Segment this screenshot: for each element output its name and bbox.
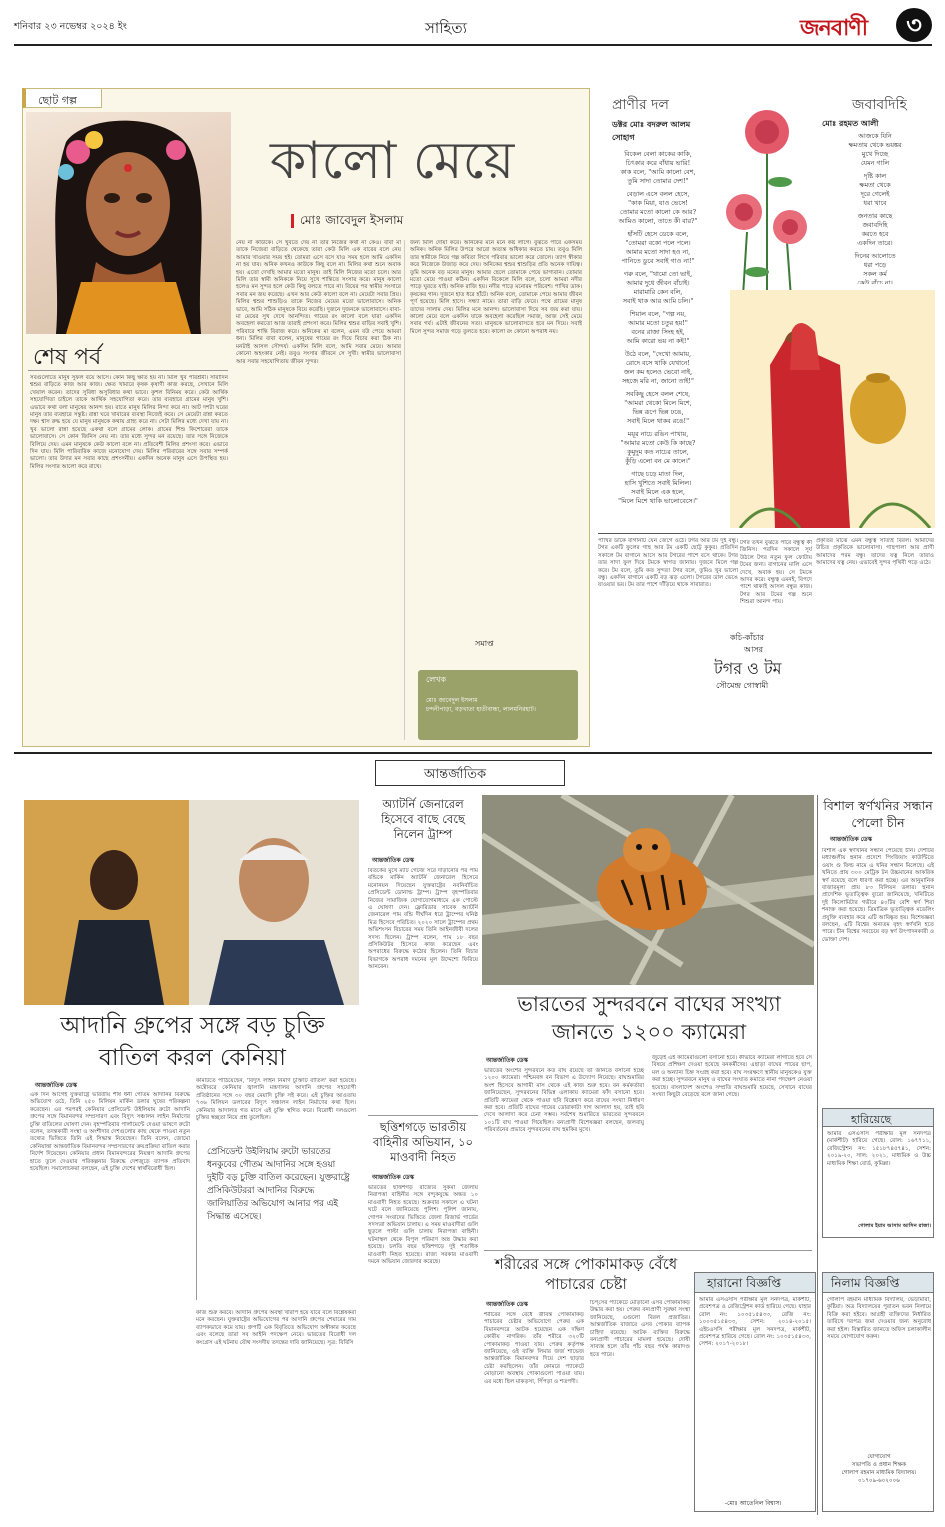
writer-box — [418, 670, 578, 740]
poem-line: সবাই মিলে এক হলে, — [631, 488, 685, 496]
section-title: সাহিত্য — [425, 19, 468, 37]
tiger-body-2: জুড়েই এই ক্যামেরাগুলো বসানো হবে। কীভাবে ক্যামেরা লাগাতে হবে সে বিষয়ে প্রশিক্ষণ দেওয়া হয়েছে বনকর্মীদের। এছাড়া বাঘের পায়ের ছাপ, মল ও অন্যান্য চিহ্ন সংগ্রহ করা হবে। বাঘ সংরক্ষণে স্থানীয় মানুষকেও যুক্ত করা হচ্ছে। সুন্দরবনে মানুষ ও বাঘের সংঘাত কমাতে নানা পদক্ষেপ নেওয়া হয়েছে। বাংলাদেশ অংশেও সম্প্রতি বাঘশুমারি হয়েছে, সেখানে বাঘের সংখ্যা কিছুটা বেড়েছে বলে জানা গেছে। — [652, 1055, 812, 1099]
lost-notice-box — [694, 1272, 816, 1512]
auction-box — [822, 1272, 934, 1512]
adani-body-3: কাজ শুরু করবে। আদানি গ্রুপের অবস্থা খারাপ হয়ে যাবে বলে বিশ্লেষকরা মনে করছেন। যুক্তরাষ্ট্রের অভিযোগের পর আদানি গ্রুপের শেয়ারের দাম ব্যাপকভাবে কমে যায়। গ্রুপটি এক বিবৃতিতে অভিযোগ অস্বীকার করেছে এবং বলেছে তারা সব আইনি পদক্ষেপ নেবে। ভারতের বিরোধী দল কংগ্রেস এই ঘটনায় যৌথ সংসদীয় তদন্তের দাবি জানিয়েছে। সূত্র: বিবিসি — [196, 1310, 356, 1346]
poem-line: গাছে চড়ে মাতা দিল, — [631, 470, 685, 478]
intl-section-title: আন্তর্জাতিক — [424, 767, 487, 782]
maoist-rule — [368, 1115, 478, 1116]
intl-top-rule — [14, 752, 932, 754]
poem-line: সবাই থাক আর আমি চলি।" — [622, 297, 694, 305]
auction-text: গোলাপ রহমান মাধ্যমিক বিদ্যালয়, ভেড়ামারা, কুষ্টিয়া। অত্র বিদ্যালয়ের পুরাতন ভবন নিলামে বিক্রি করা হইবে। আগ্রহী ব্যক্তিদের নির্ধারিত তারিখে দরপত্র জমা দেওয়ার জন্য অনুরোধ করা হইল। বিস্তারিত জানতে অফিস চলাকালীন সময়ে যোগাযোগ করুন। — [827, 1297, 931, 1341]
tagor-col-2: প্রকৃতির মাঝে এমন বন্ধুত্ব সত্যিই বিরল। আমাদের উচিত প্রকৃতিকে ভালোবাসা। গাছপালা আর প্রাণী আমাদের পরম বন্ধু। তাদের যত্ন নিলে তারাও আমাদের যত্ন নেয়। এভাবেই সুন্দর পৃথিবী গড়ে ওঠে। — [816, 538, 934, 567]
auction-contact: যোগাযোগ সভাপতি ও প্রধান শিক্ষক গোলাপ রহমান মাধ্যমিক বিদ্যালয়। ০১৭০৯-৬০২০০৬ — [841, 1454, 917, 1484]
lost-box — [822, 1108, 934, 1238]
poem-line: আজকে যিনি — [858, 132, 892, 140]
tagor-title: টগর ও টম — [714, 659, 782, 678]
poem-line: হাঁসটি হেসে ডেকে বলে, — [627, 230, 689, 238]
auction-title-bar — [823, 1273, 933, 1293]
adani-body: এক দিন আগেই যুক্তরাষ্ট্রে ভারতীয় শীর্ষ ধনী গৌতম আদানির বিরুদ্ধে অভিযোগ ওঠে, তিনি ২৫০ মিলিয়ন মার্কিন ডলার ঘুষের পরিকল্পনা করেছেন। এর পরপরই কেনিয়ার প্রেসিডেন্ট উইলিয়াম রুটো আদানি গ্রুপের সঙ্গে বিমানবন্দর সম্প্রসারণ এবং বিদ্যুৎ সঞ্চালন লাইন নির্মাণের চুক্তি বাতিলের ঘোষণা দেন। বৃহস্পতিবার পার্লামেন্টে দেওয়া ভাষণে রুটো বলেন, তদন্তকারী সংস্থা ও অংশীদার দেশগুলোর কাছ থেকে পাওয়া নতুন তথ্যের ভিত্তিতে তিনি এই সিদ্ধান্ত নিয়েছেন। তিনি বলেন, জোমো কেনিয়াত্তা আন্তর্জাতিক বিমানবন্দর সম্প্রসারণের ক্রয়প্রক্রিয়া বাতিল করার নির্দেশ দিয়েছেন। কেনিয়ার প্রধান বিমানবন্দরের নিয়ন্ত্রণ আদানি গ্রুপের হাতে তুলে দেওয়ার পরিকল্পনার বিরুদ্ধে দেশজুড়ে ব্যাপক প্রতিবাদ হয়েছিল। সমালোচকরা বলছেন, এই চুক্তি দেশের স্বার্থবিরোধী ছিল। — [30, 1092, 190, 1173]
brand-logo — [800, 8, 940, 42]
poem2-author: মোঃ রহমত আলী — [822, 118, 879, 128]
pull-quote-text: প্রেসিডেন্ট উইলিয়াম রুটো ভারতের ধনকুবের গৌতম আদানির সঙ্গে হওয়া দুইটি বড় চুক্তি বাতিল করেছেন। যুক্তরাষ্ট্রে প্রসিকিউটররা আদানির বিরুদ্ধে জালিয়াতির অভিযোগ আনার পর এই সিদ্ধান্ত এসেছে। — [207, 1147, 350, 1222]
rose-illustration — [722, 92, 812, 312]
tiger-desk: আন্তর্জাতিক ডেস্ক — [486, 1057, 528, 1064]
writer-label: লেখক — [426, 675, 447, 684]
lost-notice-text: আমার এসএসসি পরীক্ষার মূল সনদপত্র, মার্কশীট, প্রবেশপত্র ও রেজিস্ট্রেশন কার্ড হারিয়ে গেছে। যাহার রোল নং: ১০৩৫১৫৪৩৩, রেজি নং: ১০০৩৫১৫৪৩৩, সেশন: ২০১৪-২০১৫। এইচএসসি পরীক্ষার মূল সনদপত্র, মার্কশীট, প্রবেশপত্র হারিয়ে গেছে। রোল নং: ১০৩৫১৫৪৩৩, সেশন: ২০১৭-২০১৮। — [699, 1297, 811, 1348]
poem-line: দূরে গেলেই — [860, 190, 890, 198]
maoist-desk: আন্তর্জাতিক ডেস্ক — [372, 1174, 414, 1181]
poem-line: ময়ূর নাচে রঙিন পাখায়, — [627, 430, 689, 438]
story-title: কালো মেয়ে — [270, 131, 515, 191]
intl-section-box — [375, 760, 565, 786]
header-rule — [14, 44, 932, 46]
page-number-badge — [896, 8, 932, 42]
poem-line: কুমুদুম কত নাচের তালে, — [627, 448, 689, 456]
poem-line: ধরা খাবে — [863, 199, 887, 207]
trump-desk: আন্তর্জাতিক ডেস্ক — [372, 857, 414, 864]
poem-line: সহজে মরি না, জানো তাই!" — [622, 377, 694, 385]
lost-title: হারিয়েছে — [851, 1113, 892, 1126]
writer-info: মোঃ জাবেদুল ইসলাম চন্দনীপাড়া, বড়খাতা হাতীবান্ধা, লালমনিরহাট। — [426, 697, 536, 713]
poem-line: মারামারি কেন বলি, — [633, 288, 683, 296]
poem-line: দৃষ্টি কাল — [863, 172, 887, 180]
smuggle-desk: আন্তর্জাতিক ডেস্ক — [486, 1301, 528, 1308]
smuggle-body-2: চিপ্‌সের প্যাকেটে মোড়ানো এসব পোকামাকড় উদ্ধার করা হয়। পেরুর বন্যপ্রাণী সুরক্ষা সংস্থা জানিয়েছে, এগুলো বিরল প্রজাতির। আন্তর্জাতিক বাজারে এসব পোকার ব্যাপক চাহিদা রয়েছে। আটক ব্যক্তির বিরুদ্ধে বন্যপ্রাণী পাচারের মামলা হয়েছে। দোষী সাব্যস্ত হলে তাঁর পাঁচ বছর পর্যন্ত কারাদণ্ড হতে পারে। — [590, 1300, 690, 1358]
poem-line: ক্ষমতা থেকে — [859, 181, 891, 189]
smuggle-headline: শরীরের সঙ্গে পোকামাকড় বেঁধে পাচারের চেষ্টা — [494, 1255, 678, 1293]
poem-line: সবাই মিলে থাকব রঙে!" — [626, 417, 690, 425]
maoist-body: ভারতের ছত্তিশগড় রাজ্যের সুকমা জেলায় নিরাপত্তা বাহিনীর সঙ্গে বন্দুকযুদ্ধে অন্তত ১০ মাওবাদী নিহত হয়েছে। শুক্রবার সকালে এ ঘটনা ঘটে বলে জানিয়েছে পুলিশ। পুলিশ জানায়, গোপন সংবাদের ভিত্তিতে জেলা রিজার্ভ গার্ডের সদস্যরা অভিযান চালায়। এ সময় মাওবাদীরা গুলি ছুড়লে পাল্টা গুলি চালায় নিরাপত্তা বাহিনী। ঘটনাস্থল থেকে বিপুল পরিমাণ অস্ত্র উদ্ধার করা হয়েছে। চলতি বছর ছত্তিশগড়ে দুই শতাধিক মাওবাদী নিহত হয়েছে। রাজ্য সরকার মাওবাদী দমনে অভিযান জোরদার করেছে। — [368, 1185, 478, 1266]
girl-portrait-svg — [26, 112, 231, 334]
trump-body: বিতর্কের মুখে ম্যাট গেটজ সরে দাঁড়ানোর পর পাম বন্ডিকে মার্কিন অ্যাটর্নি জেনারেল হিসেবে মনোনয়ন দিয়েছেন যুক্তরাষ্ট্রের নবনির্বাচিত প্রেসিডেন্ট ডোনাল্ড ট্রাম্প। ট্রাম্প বৃহস্পতিবার নিজের সামাজিক যোগাযোগমাধ্যমে এক পোস্টে এ ঘোষণা দেন। ফ্লোরিডার সাবেক অ্যাটর্নি জেনারেল পাম বন্ডি দীর্ঘদিন ধরে ট্রাম্পের ঘনিষ্ঠ মিত্র হিসেবে পরিচিত। ২০২০ সালে ট্রাম্পের প্রথম অভিশংসন বিচারের সময় তিনি আইনজীবী দলের সদস্য ছিলেন। ট্রাম্প বলেন, পাম ১৮ বছর প্রসিকিউটর হিসেবে কাজ করেছেন এবং অপরাধের বিরুদ্ধে কঠোর ছিলেন। তিনি বিচার বিভাগকে অপরাধ দমনের মূল উদ্দেশ্যে ফিরিয়ে আনবেন। — [368, 868, 478, 971]
poem-line: চিৎকার করে বাঁধায় ভারি! — [625, 159, 691, 167]
tagor-badge — [696, 630, 812, 700]
story-tag-label: ছোট গল্প — [38, 94, 77, 107]
gold-headline: বিশাল স্বর্ণখনির সন্ধান পেলো চীন — [823, 798, 933, 830]
poem2-body — [815, 132, 935, 284]
poem-line: পানিতে ডুবে সবাই গাও না!" — [621, 257, 695, 265]
author-bar-mark — [291, 214, 294, 228]
story-tag — [22, 88, 102, 108]
tagor-col-1: পাখির ডাকে বাগানটি যেন জেগে ওঠে। টগর আর টম দুই বন্ধু। টগর একটি ফুলের গাছ আর টম একটি ছোট্ট কুকুর। প্রতিদিন সকালে টম বাগানে আসে আর টগরের পাশে বসে থাকে। টগর তার সাদা ফুল দিয়ে টমকে স্বাগত জানায়। দুজনে মিলে গল্প করে। টম বলে, তুমি কত সুন্দর! টগর বলে, তুমিও খুব ভালো বন্ধু। একদিন বাগানে একটি বড় ঝড় এলো। টগরের ডাল ভেঙে যাওয়ার ভয়। টম তার পাশে দাঁড়িয়ে থাকে সারারাত। — [598, 538, 738, 589]
poem-line: তোমার মতো কালো কে আর? — [619, 208, 696, 216]
poem-line: তুমি সাদা তোমার দেশ!" — [627, 177, 689, 185]
poem-line: জনতার কাছে — [857, 212, 893, 220]
poem-line: বেড়াল এসে বলল হেসে, — [626, 190, 690, 198]
poem-line: ভিন্ন রূপে ভিন্ন ঢঙে, — [632, 408, 684, 416]
poem-line: বনের রাজা সিংহ হই, — [631, 328, 685, 336]
tiger-photo-svg — [482, 795, 814, 985]
issue-date: শনিবার ২৩ নভেম্বর ২০২৪ ইং — [14, 21, 127, 32]
lost-notice-title-bar — [695, 1273, 815, 1293]
tagor-label-mid: আসর — [744, 645, 764, 654]
poem-line: দিনের আলোতে — [854, 252, 896, 260]
lost-notice-signature: -মোঃ আতেনিল বিশ্বাস। — [725, 1500, 782, 1507]
poem-line: কুঁড়ি এলো বন মে কালে।" — [625, 457, 691, 465]
trump-headline: অ্যাটর্নি জেনারেল হিসেবে বাছে বেছে নিলেন ট্রাম্প — [381, 797, 465, 841]
poem1-body — [598, 150, 718, 525]
poem-line: হাসি খুশিতে সবাই মিলিল। — [624, 479, 692, 487]
poem-line: সকল কর্ম — [863, 270, 887, 278]
brand-name: জনবাণী — [800, 16, 868, 41]
gold-divider — [817, 795, 818, 1515]
poem-line: সবকিছু হেসে বলল শেষে, — [625, 390, 691, 398]
woman-pot-illustration — [730, 290, 935, 528]
poem-line: যেমন গালি — [860, 159, 890, 167]
page-number: ৩ — [906, 11, 922, 39]
poem-line: আমি কারো ভয় না কই!" — [626, 337, 690, 345]
roses-svg — [722, 92, 812, 312]
woman-svg — [730, 290, 935, 528]
adani-photo-svg — [24, 800, 359, 1005]
tiger-body: ভারতের অংশের সুন্দরবনে কত বাঘ রয়েছে তা জানতে বসানো হচ্ছে ১২০০ ক্যামেরা। পশ্চিমবঙ্গ বন বিভাগ এ উদ্যোগ নিয়েছে। বাঘশুমারির অংশ হিসেবে আগামী মাস থেকে এই কাজ শুরু হবে। বন কর্মকর্তারা জানিয়েছেন, সুন্দরবনের বিভিন্ন এলাকায় ক্যামেরা ফাঁদ বসানো হবে। প্রতিটি ক্যামেরা থেকে পাওয়া ছবি বিশ্লেষণ করে বাঘের সংখ্যা নির্ধারণ করা হবে। প্রতিটি বাঘের গায়ের ডোরাকাটা দাগ আলাদা হয়, তাই ছবি দেখে আলাদা করে চেনা সম্ভব। সর্বশেষ শুমারিতে ভারতের সুন্দরবনে ১০১টি বাঘ পাওয়া গিয়েছিল। বন্যপ্রাণী বিশেষজ্ঞরা বলছেন, জলবায়ু পরিবর্তনের প্রভাবে সুন্দরবনের বাঘ হুমকির মুখে। — [484, 1068, 644, 1134]
poem-line: গরু বলে, "থামো তো ভাই, — [623, 270, 693, 278]
gold-body: বিশাল এক স্বর্ণখনির সন্ধান পেয়েছে চীন। দেশটির মধ্যাঞ্চলীয় হুনান প্রদেশে পিংজিয়াং কাউন্টিতে ওয়াং গু ফিল্ড নামে এ খনির সন্ধান মিলেছে। এই খনিতে প্রায় ৩০০ মেট্রিক টন উচ্চমানের আকরিক স্বর্ণ রয়েছে বলে ধারণা করা হচ্ছে। এর আনুমানিক বাজারমূল্য প্রায় ৮৩ বিলিয়ন ডলার। হুনান প্রাদেশিক ভূতাত্ত্বিক ব্যুরো জানিয়েছে, খনিটিতে দুই কিলোমিটার গভীরে ৪০টির বেশি স্বর্ণ শিরা শনাক্ত করা হয়েছে। ত্রিমাত্রিক ভূতাত্ত্বিক মডেলিং প্রযুক্তি ব্যবহার করে এটি আবিষ্কৃত হয়। বিশেষজ্ঞরা বলছেন, এটি বিশ্বের অন্যতম বৃহৎ স্বর্ণখনি হতে পারে। চীন বিশ্বের সবচেয়ে বড় স্বর্ণ উৎপাদনকারী ও ভোক্তা দেশ। — [822, 848, 934, 943]
poem-line: কেউ বাঁচে না। — [857, 279, 893, 284]
poem-line: বিকেল বেলা কাকের কাকি, — [624, 150, 692, 158]
story-col-1: সবগুলোতে মানুষ সুফল বয়ে আসে। কোন কিছু ক্ষতি হয় না। মিলি খুব পরিশ্রমী। সারাদিন শ্বশুর বাড়িতে কাজ আর কাজ। ক্ষেত খামারে কৃষক কৃষাণী কাজ করছে, সেখানে মিলি খেয়াল করেন। তাদের সুবিধা অসুবিধার কথা ভাবে। কুশল বিনিময় করে। কেউ আর্থিক সহযোগিতা চাইলে তাকে আর্থিক সহযোগিতা করে। তার ব্যবহারে গ্রামের মানুষ খুশি। এভাবে কথা বলা মানুষের আনন্দ হয়। রাতে মানুষ মিলির নিন্দা করে না। আট দশটা ঘরের মানুষ তার ব্যবহারে সন্তুষ্ট। রান্না ঘরে খাবারের ব্যবস্থা নিজেই করে। সে মেয়েটা রান্না করতে দক্ষ। শ্বাস রুদ্ধ হয়ে যে মানুষ মানুষকে কথায় গ্রাহ্য করে না। সেটা মিলির মধ্যে দেখা যায় না। খুব ভালো রান্না হয়েছে একথা বলে গ্রামের লোক। গ্রামের শিশু কিশোরেরা তাকে ভালোবাসে। সে কোন জিনিস নেয় না। তার মধ্যে সুন্দর মন রয়েছে। তার সঙ্গে নিজেকে বিলিয়ে দেয়। এমন মানুষকে কেউ কালো বলে না। প্রতিবেশী মিলির প্রশংসা করে। এভাবে দিন যায়। মিলি পারিবারিক কাজে মনোযোগ দেয়। মিলির পরিবারের সঙ্গে সবার সম্পর্ক ভালো। তার উদার মন সবার কাছে প্রশংসনীয়। একদিন অনেক মানুষ এসে উপস্থিত হয়। মিলির সংসার আলো করে রাখে। — [30, 375, 228, 470]
tagor-author: সৌমেন্দ্র গোস্বামী — [716, 681, 769, 690]
maoist-headline: ছত্তিশগড়ে ভারতীয় বাহিনীর অভিযান, ১০ মাওবাদী নিহত — [372, 1120, 474, 1164]
part-rule — [28, 370, 228, 371]
poem-line: জবাবদিহি — [862, 221, 888, 229]
smuggle-rule — [484, 1250, 812, 1251]
poem-line: আমার দুধে জীবন বাঁচাই। — [626, 279, 690, 287]
tiger-photo — [482, 795, 814, 985]
poem-line: মুখে দিচ্ছে — [861, 150, 889, 158]
poem-line: রোদে বসে থাকি যেখানে! — [626, 359, 690, 367]
girl-illustration — [26, 112, 231, 334]
story-col-divider — [404, 240, 405, 740]
smuggle-body: শরীরের সঙ্গে বেঁধে জীবন্ত পোকামাকড় পাচারের চেষ্টার অভিযোগে পেরুর এক বিমানবন্দরে আটক হয়েছেন এক দক্ষিণ কোরীয় নাগরিক। তাঁর শরীরে ৩২০টি পোকামাকড় পাওয়া যায়। পেরুর কর্তৃপক্ষ জানিয়েছে, ওই ব্যক্তি লিমার জর্জ শাভেজ আন্তর্জাতিক বিমানবন্দর দিয়ে দেশ ছাড়ার চেষ্টা করছিলেন। তাঁর কোমরে প্যাকেটে মোড়ানো অবস্থায় পোকাগুলো পাওয়া যায়। এর মধ্যে ছিল মাকড়সা, পিঁপড়া ও শতপদী। — [484, 1312, 584, 1385]
auction-title: নিলাম বিজ্ঞপ্তি — [831, 1276, 900, 1290]
poem-line: "মিলে মিশে থাকি ভালোবেসে।" — [618, 497, 698, 505]
poem-line: আমার মতো চতুর হয়!" — [628, 319, 688, 327]
poem-line: উঠে বলে, "দেখো আমায়, — [624, 350, 692, 358]
adani-photo — [24, 800, 359, 1005]
tiger-headline: ভারতের সুন্দরবনে বাঘের সংখ্যা জানতে ১২০০ ক্যামেরা — [517, 992, 781, 1044]
tagor-top-rule — [598, 533, 932, 534]
story-part-heading: শেষ পর্ব — [33, 345, 102, 370]
lost-signature: গোলাম ইয়াম আসাম আসিন রাজা। — [858, 1223, 931, 1229]
poem-line: শিয়াল বলে, "গল্প নয়, — [629, 310, 687, 318]
tagor-col-1b: টগর তখন বুঝতে পারে বন্ধুত্ব কী জিনিস। পরদিন সকালে সূর্য উঠলে টগর নতুন ফুল ফোটায় টমের জন্য। বাগানের মালি এসে দেখে, অবাক হয়। সে টমকে আদর করে। বন্ধুত্ব এমনই, বিপদে পাশে থাকাই আসল বন্ধুর কাজ। টগর আর টমের গল্প শুনে শিশুরা আনন্দ পায়। — [740, 540, 812, 606]
story-end: সমাপ্ত — [475, 639, 494, 648]
poem1-title: প্রাণীর দল — [612, 97, 669, 113]
poem-line: "কাক মিয়া, যাও ভেসে! — [628, 199, 688, 207]
adani-body-2: কমিটিতে পাঠিয়েছেন, 'বিদ্যুৎ লাইন নির্মাণ চুক্তিটি বাতিল' করা হয়েছে। অক্টোবরে কেনিয়ার জ্বালানি মন্ত্রণালয় আদানি গ্রুপের সহযোগী প্রতিষ্ঠানের সঙ্গে ৩০ বছর মেয়াদি চুক্তি সই করে। এই চুক্তির আওতায় ৭৩৬ মিলিয়ন ডলারের বিদ্যুৎ সঞ্চালন লাইন নির্মাণের কথা ছিল। কেনিয়ার আদালত গত মাসে এই চুক্তি স্থগিত করে। বিরোধী দলগুলো চুক্তির স্বচ্ছতা নিয়ে প্রশ্ন তুলেছিল। — [196, 1078, 356, 1122]
poem-line: করতে হবে — [861, 230, 889, 238]
poem1-author: ডক্টর মোঃ বদরুল আলম সোহাগ — [612, 119, 691, 142]
poem2-title: জবাবদিহি — [852, 97, 907, 113]
tagor-label-top: কচি-কাঁচার — [730, 633, 764, 642]
story-col-2: নেয় না কাউকে। সে খুবতে দেয় না তার নিজের কথা না কেও। বাবা মা তাকে নিজেরা বাড়িতে থেকেছে তারা কেউ মিলি এক বারের বলে নেয় আমার খাওয়ার সময় হই। তোমরা এসে বসে যাও সময় হলে আমি একদিন না হয় যাব। অনিক কখনও কাউকে কিছু বলে না। মিলির কথা শুনে অবাক হয়। এতো দেখছি আমার মতো মানুষ। তাই মিলি নিজের মতো চলে। আর মিলি তার স্বামী অনিককে নিয়ে সুখে শান্তিতে সংসার করে। মানুষ কালো হলেও মন সুন্দর হলে কেউ কিছু বলতে পারে না। বিয়ের পর স্বামীর সংসারে সবার মন জয় করেছে। এখন আর কেউ কালো বলে না। মেয়েটা সবার প্রিয়। মিলির শ্বশুর শাশুড়িও তাকে নিজের মেয়ের মতো ভালোবাসে। অনিক ভাবে, আমি সঠিক মানুষকে বিয়ে করেছি। দুজনে দুজনকে ভালোবাসে। বাবা-মা মেয়ের সুখ দেখে আনন্দিত। গায়ের রং কালো বলে যারা একদিন অবহেলা করতো আজ তারাই প্রশংসা করে। মিলির শ্বশুর বাড়ির সবাই খুশি। পরিবারে শান্তি বিরাজ করে। অনিকের মা বলেন, এমন বউ পেয়ে আমরা ধন্য। মিলির বাবা বলেন, মানুষের গায়ের রং দিয়ে বিচার করা ঠিক না। মনটাই আসল সৌন্দর্য। একদিন মিলি বলে, আমি সবার মেয়ে। আমার কোনো অহংকার নেই। তবুও সংসার জীবনে সে সুখী। স্বামীর ভালোবাসা আর সবার সহযোগিতায় জীবন সুন্দর। — [236, 240, 401, 365]
poem-line: আমার মতো সাদা হও না, — [625, 248, 691, 256]
lost-title-bar — [823, 1109, 933, 1127]
poem-line: আমিও কালো, তাতে কী বার?" — [618, 217, 698, 225]
poem-line: কাক বলে, "আমি কালো বেশ, — [620, 168, 696, 176]
poem-line: ক্ষমতায় থেকে ভয়ঙ্কর — [848, 141, 902, 149]
poem-line: "আমার মতো কেউ কি কাছে? — [620, 439, 696, 447]
poem-line: একদিন তারে। — [857, 239, 893, 247]
poem-line: জল কম হলেও ভেবো নাই, — [623, 368, 693, 376]
lost-text: আমার এসএসসি পরীক্ষার মূল সনদপত্র (মার্কশীট) হারিয়ে গেছে। রোল: ১৬৭৭১১, রেজিস্ট্রেশন নং: ১৫১৮৭৪৫৭৪১, সেশন: ২০১৯-২০, সাল: ২০২১, মাধ্যমিক ও উচ্চ মাধ্যমিক শিক্ষা বোর্ড, কুমিল্লা। — [827, 1131, 931, 1167]
gold-desk: আন্তর্জাতিক ডেস্ক — [830, 836, 872, 843]
adani-pull-quote — [196, 1140, 356, 1300]
poem-line: "তোমরা বকো পলে পলে। — [625, 239, 691, 247]
lost-notice-title: হারানো বিজ্ঞপ্তি — [707, 1276, 782, 1290]
story-author: মোঃ জাবেদুল ইসলাম — [300, 213, 404, 227]
story-col-3: জন্য মিলি দোয়া করে। অনিকের মনে মনে কষ্ট লাগে। বুঝতে পারে একসময় অনিক। অনিক মিলির উপরে আরো অত্যন্ত অধিকার করতে চায়। তবুও মিলি তার স্বামীকে নিয়ে গল্প কবিতা লিখে পরিবার ভালো করে তোলে। ত্যাগ স্বীকার করে নিজেকে উজাড় করে দেয়। অনিকের শ্বশুর শ্বাশুড়ির প্রতি অনেক দায়িত্ব। তুমি অনেক বড় মনের মানুষ। আমার ছেলে তোমাকে পেয়ে ভাগ্যবান। তোমার মতো মেয়ে পাওয়া কঠিন। একদিন বিকেলে মিলি বলে, চলো আমরা নদীর পাড়ে ঘুরতে যাই। অনিক রাজি হয়। নদীর পাড়ে মনোরম পরিবেশ। পাখির ডাক। কৃষকের গান। দুজনে হাত ধরে হাঁটে। অনিক বলে, তোমাকে পেয়ে আমার জীবন পূর্ণ হয়েছে। মিলি হাসে। সন্ধ্যা নামে। তারা বাড়ি ফেরে। পথে গ্রামের মানুষ তাদের সালাম দেয়। মিলির মনে আনন্দ। ভালোবাসা দিয়ে সব জয় করা যায়। কালো মেয়ে বলে একদিন যাকে অবহেলা করেছিল সমাজ, আজ সেই মেয়ে সবার গর্ব। এটাই জীবনের সত্য। মানুষকে ভালোবাসতে হবে মন দিয়ে। সবাই মিলে সুন্দর সমাজ গড়ে তুলতে হবে। কালো রং কোনো অপরাধ নয়। — [410, 240, 582, 335]
adani-desk: আন্তর্জাতিক ডেস্ক — [35, 1082, 77, 1089]
poem-line: ধরা পড়ে — [863, 261, 887, 269]
adani-headline: আদানি গ্রুপের সঙ্গে বড় চুক্তি বাতিল করল কেনিয়া — [60, 1013, 325, 1071]
poem-line: "আমরা থেকো মিলে মিশে, — [624, 399, 692, 407]
